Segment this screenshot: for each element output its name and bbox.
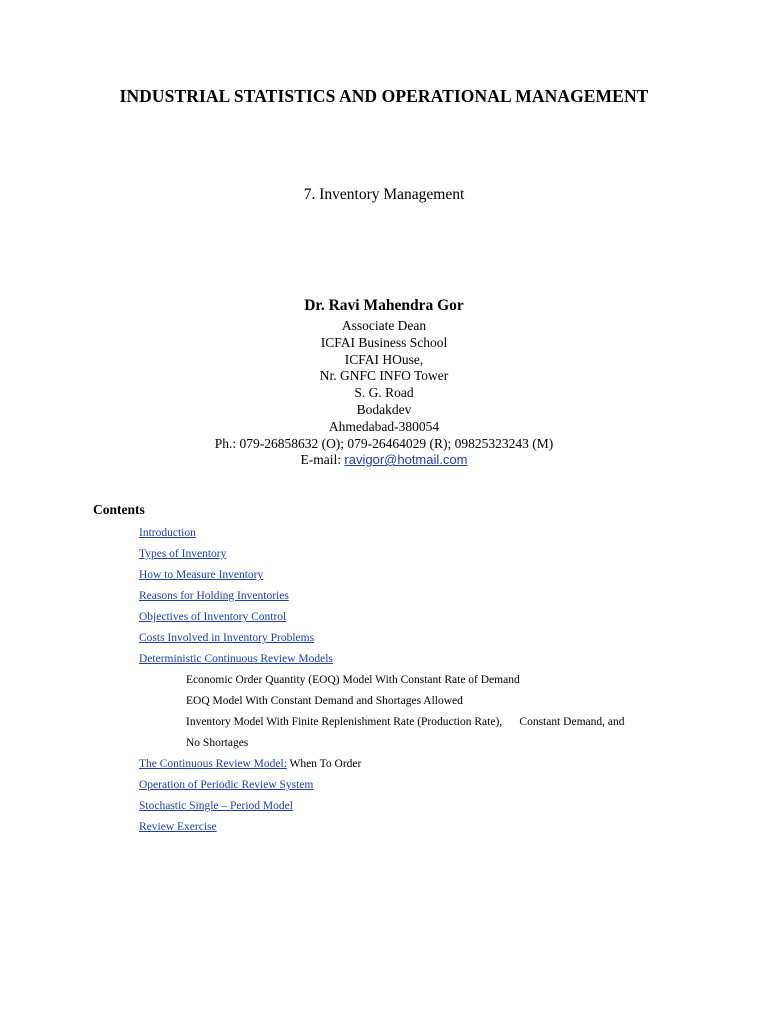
author-address xyxy=(0,318,768,452)
toc-item-review-exercise[interactable] xyxy=(139,821,217,833)
address-line: S. G. Road xyxy=(354,385,414,401)
chapter-title: 7. Inventory Management xyxy=(303,186,465,203)
toc-item-introduction[interactable] xyxy=(139,527,196,539)
toc-item-stochastic[interactable] xyxy=(139,800,293,812)
document-title: INDUSTRIAL STATISTICS AND OPERATIONAL MANAGEMENT xyxy=(119,86,649,106)
toc-link[interactable]: Types of Inventory xyxy=(139,548,227,560)
email-line xyxy=(0,452,768,468)
address-line: ICFAI Business School xyxy=(320,334,448,350)
address-line: Nr. GNFC INFO Tower xyxy=(319,368,449,384)
toc-link[interactable]: How to Measure Inventory xyxy=(139,569,264,581)
toc-link[interactable]: Deterministic Continuous Review Models xyxy=(139,653,333,665)
email-label: E-mail: xyxy=(300,452,345,467)
toc-subitem-finite-replenishment: Inventory Model With Finite Replenishment Rate (Production Rate), Constant Demand, and xyxy=(186,716,625,728)
toc-link[interactable]: Review Exercise xyxy=(139,821,217,833)
address-line: Ahmedabad-380054 xyxy=(328,418,440,434)
author-name: Dr. Ravi Mahendra Gor xyxy=(304,297,464,314)
toc-item-reasons[interactable] xyxy=(139,590,289,602)
toc-link[interactable]: The Continuous Review Model: xyxy=(139,758,287,770)
phone-line: Ph.: 079-26858632 (O); 079-26464029 (R); 09825323243 (M) xyxy=(214,435,554,451)
toc-item-periodic-review[interactable] xyxy=(139,779,313,791)
toc-link[interactable]: Reasons for Holding Inventories xyxy=(139,590,289,602)
toc-subitem-no-shortages: No Shortages xyxy=(186,737,249,749)
address-line: ICFAI HOuse, xyxy=(344,351,424,367)
toc-item-types-of-inventory[interactable] xyxy=(139,548,226,560)
toc-subitem-eoq-constant: Economic Order Quantity (EOQ) Model With Constant Rate of Demand xyxy=(186,674,520,686)
toc-link[interactable]: Objectives of Inventory Control xyxy=(139,611,287,623)
toc-subitem-eoq-shortages: EOQ Model With Constant Demand and Shortages Allowed xyxy=(186,695,463,707)
toc-item-suffix: When To Order xyxy=(286,758,362,770)
toc-link[interactable]: Introduction xyxy=(139,527,196,539)
address-line: Bodakdev xyxy=(356,401,412,417)
toc-item-continuous-review[interactable] xyxy=(139,758,361,770)
toc-link[interactable]: Costs Involved in Inventory Problems xyxy=(139,632,315,644)
toc-link[interactable]: Operation of Periodic Review System xyxy=(139,779,314,791)
toc-item-costs[interactable] xyxy=(139,632,314,644)
email-link[interactable]: ravigor@hotmail.com xyxy=(344,452,468,467)
contents-heading: Contents xyxy=(93,502,145,517)
toc-link[interactable]: Stochastic Single – Period Model xyxy=(139,800,293,812)
toc-item-objectives[interactable] xyxy=(139,611,286,623)
address-line: Associate Dean xyxy=(341,318,427,333)
toc-item-how-to-measure[interactable] xyxy=(139,569,263,581)
toc-item-deterministic[interactable] xyxy=(139,653,333,665)
